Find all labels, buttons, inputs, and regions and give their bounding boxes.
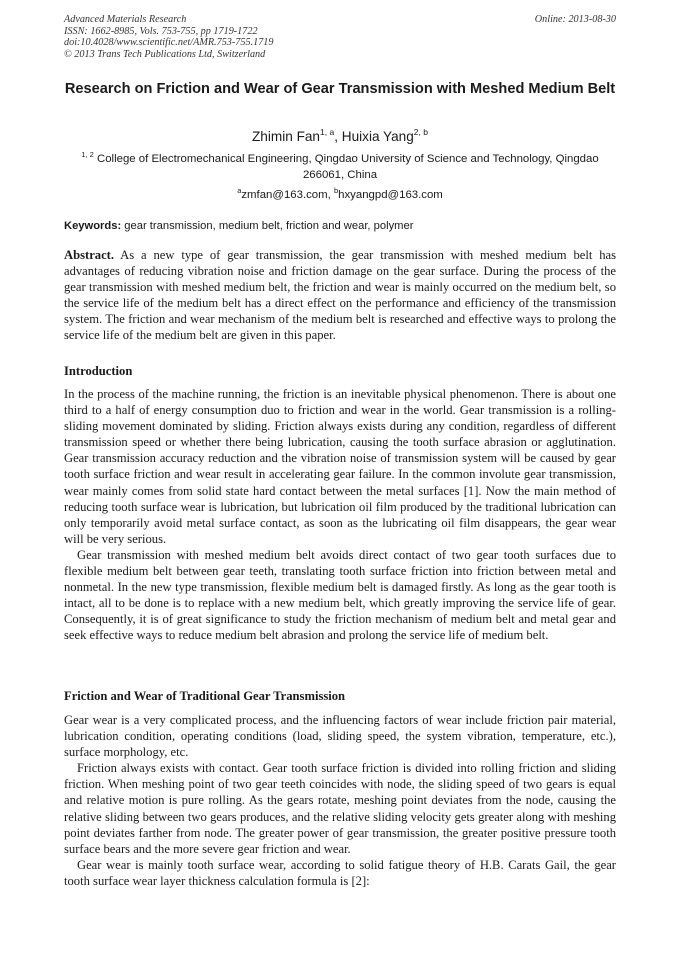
keywords	[64, 218, 616, 234]
keywords-label: Keywords:	[64, 220, 122, 232]
journal-name: Advanced Materials Research	[64, 14, 187, 25]
online-date: Online: 2013-08-30	[534, 14, 616, 25]
paragraph: Gear wear is mainly tooth surface wear, according to solid fatigue theory of H.B. Carats Gail, the gear tooth surface wear layer thickness calculation formula is [2]:	[64, 857, 616, 888]
section-heading-introduction: Introduction	[64, 364, 133, 378]
paragraph: In the process of the machine running, the friction is an inevitable physical phenomenon. There is about one third to a half of energy consumption duo to friction and wear in the world. Gear transmission is a rolling-sliding movement dominated by sliding. Friction always exists during any condition, regardless of different transmission speed or whether there being lubrication, causing the tooth surface abrasion or agglutination. Gear transmission accuracy reduction and the vibration noise of transmission system will be caused by gear tooth surface friction and wear result in accelerating gear failure. In the common involute gear transmission, wear mainly comes from solid state hard contact between the metal surfaces [1]. Now the main method of reducing tooth surface wear is lubrication, but lubrication oil film produced by the traditional lubrication can only temporarily avoid metal surface contact, as soon as the lubricating oil film disappears, the gear wear will be very serious.	[64, 387, 616, 546]
paragraph: Gear wear is a very complicated process, and the influencing factors of wear include friction pair material, lubrication condition, operating conditions (load, sliding speed, the system vibration, temperature, etc.), surface morphology, etc.	[64, 713, 616, 760]
author-affil-sup: 2, b	[413, 127, 428, 137]
introduction-body	[64, 386, 616, 644]
paragraph: Friction always exists with contact. Gear tooth surface friction is divided into rolling friction and sliding friction. When meshing point of two gear teeth coincides with node, the sliding speed of two gears is equal and relative motion is pure rolling. As the gears rotate, meshing point deviates from the node, causing the relative sliding between two gears produces, and the relative sliding velocity gets greater along with meshing point deviates farther from node. The greater power of gear transmission, the greater positive pressure tooth surface bears and the more severe gear friction and wear.	[64, 761, 616, 856]
email-address: zmfan@163.com,	[241, 189, 334, 201]
issn-line: ISSN: 1662-8985, Vols. 753-755, pp 1719-1722	[64, 25, 258, 37]
author-name: Zhimin Fan	[252, 129, 320, 144]
abstract-label: Abstract.	[64, 248, 115, 262]
section-heading-friction-wear: Friction and Wear of Traditional Gear Transmission	[64, 689, 346, 703]
author-name: Huixia Yang	[341, 129, 414, 144]
copyright-line: © 2013 Trans Tech Publications Ltd, Switzerland	[64, 48, 266, 60]
author-separator: ,	[334, 129, 342, 144]
paragraph: Gear transmission with meshed medium belt avoids direct contact of two gear tooth surfaces due to flexible medium belt between gear teeth, translating tooth surface friction into friction between metal and nonmetal. In the new type transmission, flexible medium belt is damaged firstly. As long as the gear tooth is intact, all to be done is to replace with a new medium belt, which greatly improving the service life of gear. Consequently, it is of great significance to study the friction mechanism of medium belt and metal gear and seek effective ways to reduce medium belt abrasion and prolong the service life of medium belt.	[64, 547, 616, 643]
author-affil-sup: 1, a	[320, 127, 335, 137]
paper-title: Research on Friction and Wear of Gear Transmission with Meshed Medium Belt	[64, 81, 616, 97]
affiliation-sup: 1, 2	[81, 150, 94, 159]
email-sup: a	[237, 186, 242, 195]
abstract-text: As a new type of gear transmission, the gear transmission with meshed medium belt has advantages of reducing vibration noise and friction damage on the gear surface. During the process of the gear transmission with meshed medium belt, the friction and wear is mainly occurred on the medium belt, so the service life of the medium belt has a direct effect on the performance and efficiency of the transmission system. The friction and wear mechanism of the medium belt is researched and effective ways to prolong the service life of the medium belt are given in this paper.	[64, 248, 616, 343]
affiliation-text: College of Electromechanical Engineering, Qingdao University of Science and Technology, Qingdao 266061, China	[96, 153, 599, 181]
affiliation	[64, 147, 616, 183]
author-line	[64, 124, 616, 145]
section2-body	[64, 712, 616, 889]
running-header	[64, 14, 616, 60]
keywords-text: gear transmission, medium belt, friction and wear, polymer	[121, 220, 414, 232]
doi-line: doi:10.4028/www.scientific.net/AMR.753-755.1719	[64, 37, 274, 49]
email-line	[64, 183, 616, 203]
email-address: hxyangpd@163.com	[338, 189, 443, 201]
email-sup: b	[333, 186, 339, 195]
abstract	[64, 247, 616, 344]
